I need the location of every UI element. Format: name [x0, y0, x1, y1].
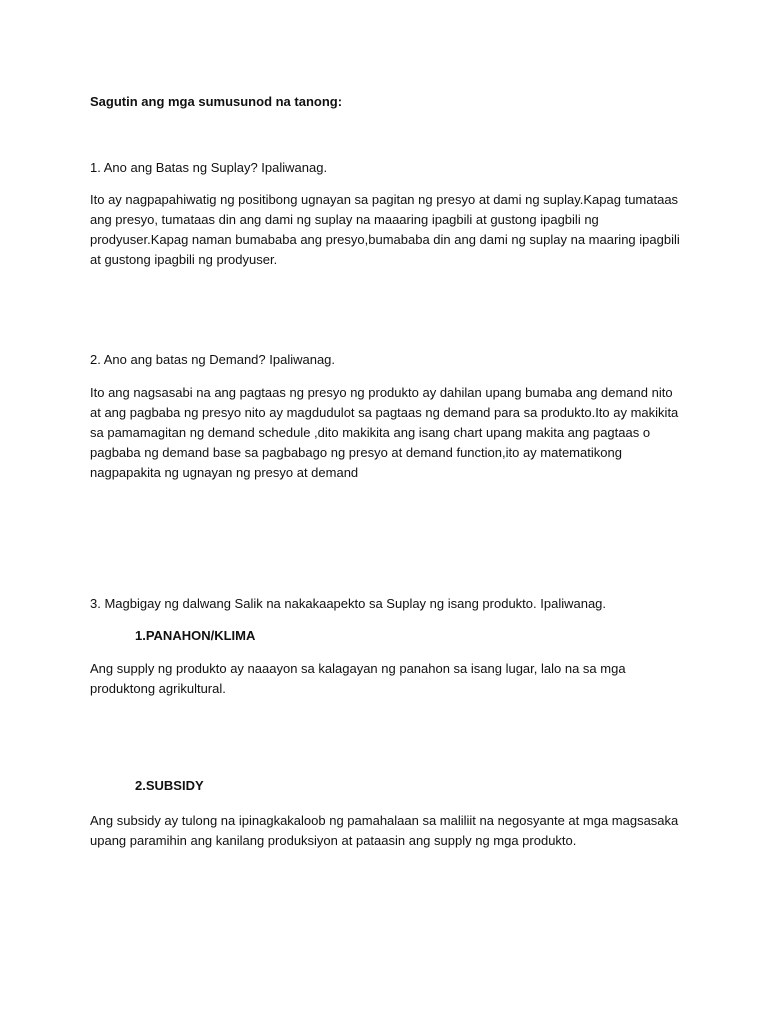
answer-2: Ito ang nagsasabi na ang pagtaas ng presyo ng produkto ay dahilan upang bumaba ang demand nito at ang pagbaba ng presyo nito ay magdudulot sa pagtaas ng demand para sa produkto.Ito ay makikita sa pamamagitan ng demand schedule ,dito makikita ang isang chart upang makita ang pagtaas o pagbaba ng demand base sa pagbabago ng presyo at demand function,ito ay matematikong nagpapakita ng ugnayan ng presyo at demand — [90, 385, 679, 480]
question-1: 1. Ano ang Batas ng Suplay? Ipaliwanag. — [90, 160, 328, 175]
factor-1-title: 1.PANAHON/KLIMA — [135, 628, 256, 643]
factor-2-text: Ang subsidy ay tulong na ipinagkakaloob ng pamahalaan sa maliliit na negosyante at mga magsasaka upang paramihin ang kanilang produksiyon at pataasin ang supply ng mga produkto. — [90, 813, 679, 848]
question-2: 2. Ano ang batas ng Demand? Ipaliwanag. — [90, 352, 336, 367]
factor-2-title: 2.SUBSIDY — [135, 778, 204, 793]
factor-1-text: Ang supply ng produkto ay naaayon sa kalagayan ng panahon sa isang lugar, lalo na sa mga produktong agrikultural. — [90, 661, 626, 696]
instruction-heading: Sagutin ang mga sumusunod na tanong: — [90, 94, 343, 109]
question-3: 3. Magbigay ng dalwang Salik na nakakaapekto sa Suplay ng isang produkto. Ipaliwanag. — [90, 596, 607, 611]
answer-1: Ito ay nagpapahiwatig ng positibong ugnayan sa pagitan ng presyo at dami ng suplay.Kapag tumataas ang presyo, tumataas din ang dami ng suplay na maaaring ipagbili at gustong ipagbili ng prodyuser.Kapag naman bumababa ang presyo,bumababa din ang dami ng suplay na maaring ipagbili at gustong ipagbili ng prodyuser. — [90, 192, 680, 267]
